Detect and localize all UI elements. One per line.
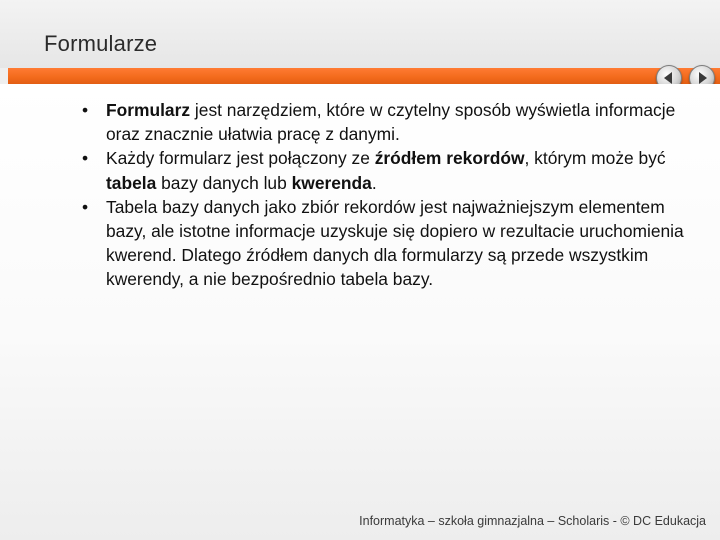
slide-title: Formularze bbox=[44, 31, 158, 56]
bullet-list bbox=[82, 98, 692, 292]
bullet-text-bold: kwerenda bbox=[291, 172, 372, 193]
accent-bar bbox=[8, 68, 720, 84]
bullet-text bbox=[106, 100, 675, 144]
bullet-marker: • bbox=[82, 100, 89, 120]
bullet-text-run: jest narzędziem, które w czytelny sposób wyświetla informacje oraz znacznie ułatwia pracę z danymi. bbox=[106, 100, 676, 145]
bullet-text-bold: Formularz bbox=[106, 100, 191, 120]
bullet-text-run: . bbox=[371, 172, 377, 193]
bullet-text-bold: tabela bbox=[106, 172, 157, 193]
bullet-text-run: Każdy formularz jest połączony ze bbox=[106, 148, 375, 169]
bullet-marker: • bbox=[82, 196, 89, 217]
bullet-text bbox=[106, 148, 666, 192]
bullet-text-bold: źródłem rekordów bbox=[374, 148, 525, 169]
bullet-text-run: bazy danych lub bbox=[156, 172, 292, 193]
bullet-item bbox=[82, 146, 692, 194]
bullet-item bbox=[82, 98, 692, 146]
bullet-text bbox=[106, 197, 684, 290]
bullet-marker: • bbox=[82, 148, 89, 169]
footer-credit: Informatyka – szkoła gimnazjalna – Scholaris - © DC Edukacja bbox=[359, 514, 706, 528]
bullet-text-run: Tabela bazy danych jako zbiór rekordów jest najważniejszym elementem bazy, ale istotne informacje uzyskuje się dopiero w rezultacie uruchomienia kwerend. Dlatego źródłem danych dla formularzy są przede wszystkim kwerendy, a nie bezpośrednio tabela bazy. bbox=[106, 196, 684, 290]
bullet-text-run: , którym może być bbox=[524, 148, 666, 169]
bullet-item bbox=[82, 195, 692, 292]
